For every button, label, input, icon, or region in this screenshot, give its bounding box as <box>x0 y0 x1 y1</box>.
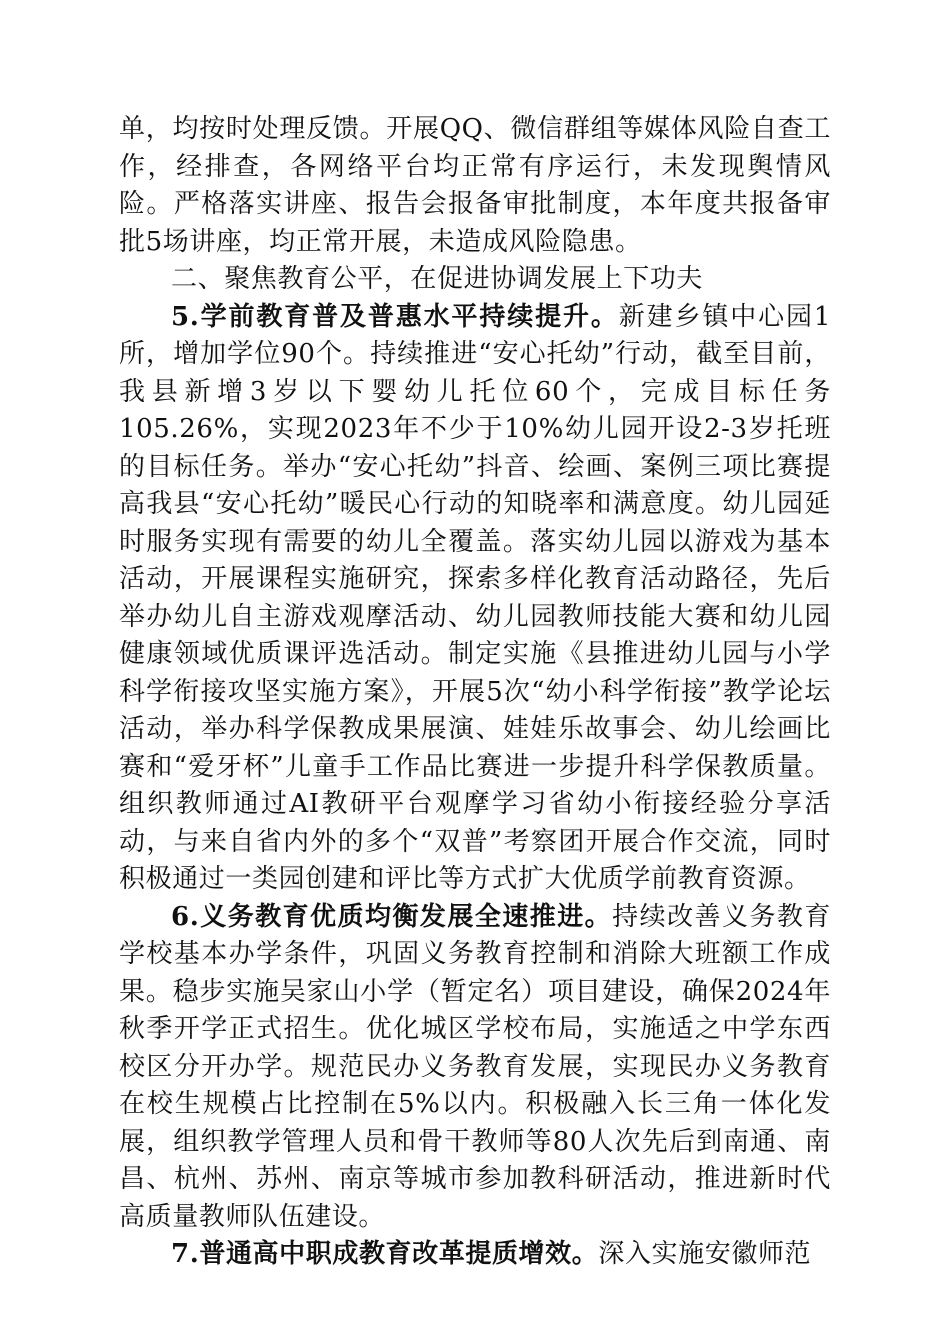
paragraph-text: 单，均按时处理反馈。开展QQ、微信群组等媒体风险自查工作，经排查，各网络平台均正常有序运行，未发现舆情风险。严格落实讲座、报告会报备审批制度，本年度共报备审批5场讲座，均正常开展，未造成风险隐患。 <box>119 114 831 257</box>
paragraph-highschool <box>119 1236 831 1274</box>
paragraph-preschool <box>119 299 831 899</box>
paragraph-text: 持续改善义务教育学校基本办学条件，巩固义务教育控制和消除大班额工作成果。稳步实施吴家山小学（暂定名）项目建设，确保2024年秋季开学正式招生。优化城区学校布局，实施适之中学东西校区分开办学。规范民办义务教育发展，实现民办义务教育在校生规模占比控制在5%以内。积极融入长三角一体化发展，组织教学管理人员和骨干教师等80人次先后到南通、南昌、杭州、苏州、南京等城市参加教科研活动，推进新时代高质量教师队伍建设。 <box>119 901 831 1232</box>
paragraph-lead: 7.普通高中职成教育改革提质增效。 <box>171 1239 599 1269</box>
paragraph-text: 新建乡镇中心园1所，增加学位90个。持续推进“安心托幼”行动，截至目前，我县新增3岁以下婴幼儿托位60个，完成目标任务105.26%，实现2023年不少于10%幼儿园开设2-3岁托班的目标任务。举办“安心托幼”抖音、绘画、案例三项比赛提高我县“安心托幼”暖民心行动的知晓率和满意度。幼儿园延时服务实现有需要的幼儿全覆盖。落实幼儿园以游戏为基本活动，开展课程实施研究，探索多样化教育活动路径，先后举办幼儿自主游戏观摩活动、幼儿园教师技能大赛和幼儿园健康领域优质课评选活动。制定实施《县推进幼儿园与小学科学衔接攻坚实施方案》，开展5次“幼小科学衔接”教学论坛活动，举办科学保教成果展演、娃娃乐故事会、幼儿绘画比赛和“爱牙杯”儿童手工作品比赛进一步提升科学保教质量。组织教师通过AI教研平台观摩学习省幼小衔接经验分享活动，与来自省内外的多个“双普”考察团开展合作交流，同时积极通过一类园创建和评比等方式扩大优质学前教育资源。 <box>119 301 831 894</box>
paragraph-continuation <box>119 111 831 261</box>
document-page <box>119 111 831 1274</box>
section-heading <box>119 261 831 299</box>
paragraph-text: 深入实施安徽师范 <box>598 1239 812 1269</box>
paragraph-lead: 6.义务教育优质均衡发展全速推进。 <box>171 901 613 932</box>
paragraph-compulsory <box>119 899 831 1237</box>
section-heading-text: 二、聚焦教育公平，在促进协调发展上下功夫 <box>171 264 704 294</box>
paragraph-lead: 5.学前教育普及普惠水平持续提升。 <box>171 301 619 332</box>
